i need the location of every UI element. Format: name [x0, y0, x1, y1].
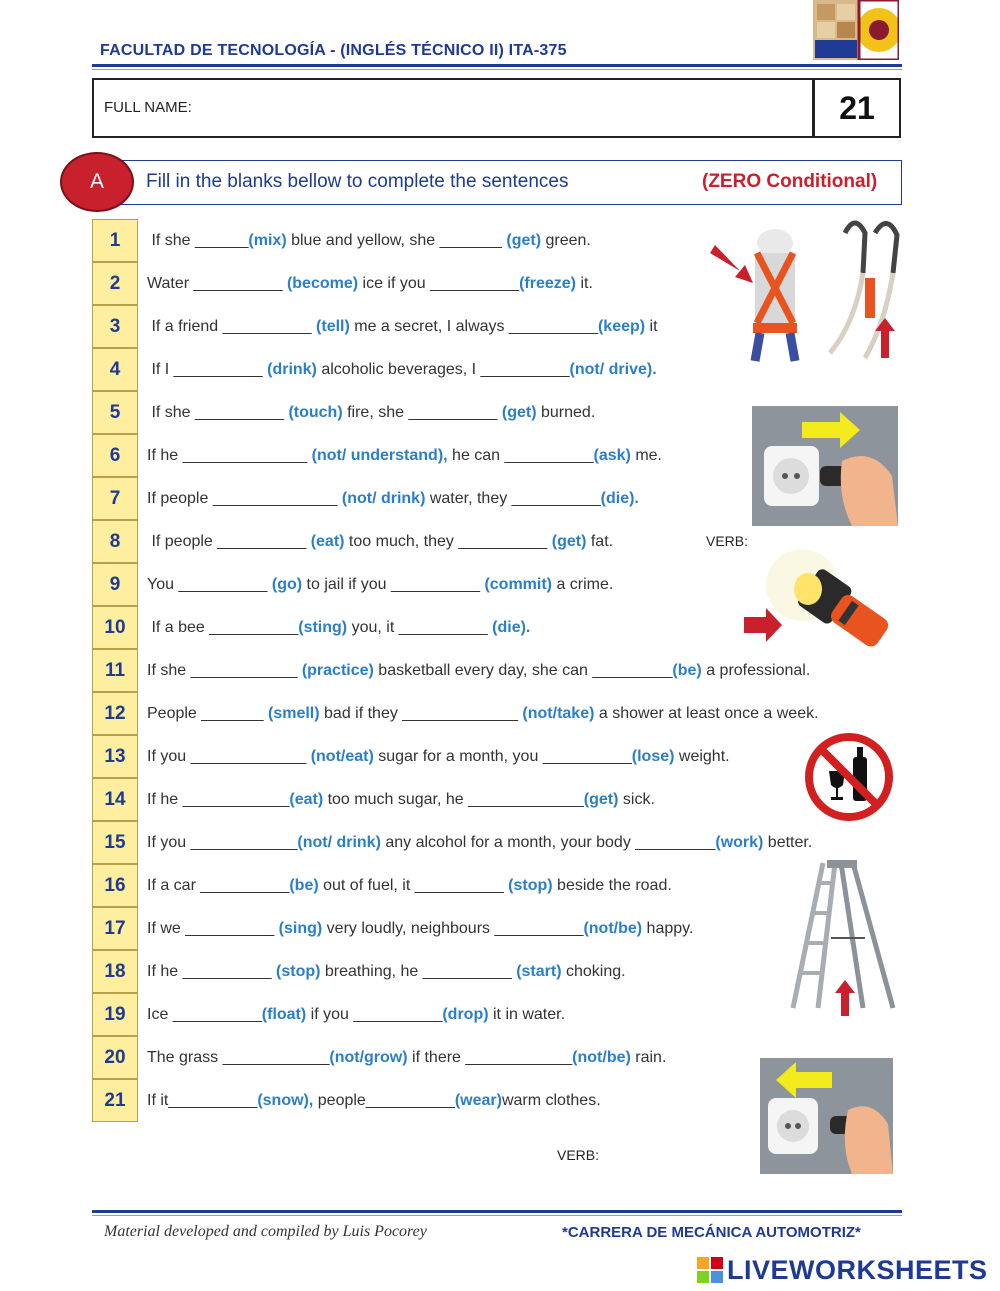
verb-hint: (die). [492, 618, 531, 636]
liveworksheets-logo[interactable] [697, 1255, 995, 1285]
sentence-text: ice if you __________ [358, 274, 520, 292]
sentence-text: breathing, he __________ [320, 962, 517, 980]
sentence-text: bad if they _____________ [319, 704, 523, 722]
header-divider [92, 64, 902, 67]
sentence-text: If we __________ [147, 919, 279, 937]
exercise-number: 9 [92, 563, 138, 606]
exercise-sentence[interactable] [147, 864, 819, 907]
exercise-sentence[interactable] [147, 391, 819, 434]
verb-hint: (be) [672, 661, 702, 679]
verb-hint: (get) [551, 532, 587, 550]
plug-in-image [752, 406, 898, 526]
sentence-text: Ice __________ [147, 1005, 262, 1023]
sentence-text: it in water. [488, 1005, 566, 1023]
sentence-text: green. [541, 231, 591, 249]
verb-hint: (touch) [288, 403, 343, 421]
verb-hint: (sting) [298, 618, 348, 636]
exercise-sentence[interactable] [147, 735, 819, 778]
sentence-text: you, it __________ [347, 618, 493, 636]
exercise-number: 1 [92, 219, 138, 262]
verb-hint: (work) [715, 833, 764, 851]
sentence-text: If a bee __________ [147, 618, 299, 636]
exercise-number: 2 [92, 262, 138, 305]
sentence-text: You __________ [147, 575, 272, 593]
liveworksheets-wordmark: LIVEWORKSHEETS [727, 1254, 988, 1285]
verb-hint: (not/ drive). [569, 360, 657, 378]
verb-hint: (not/be) [583, 919, 643, 937]
verb-hint: (not/ understand), [311, 446, 448, 464]
sentence-text: a professional. [701, 661, 811, 679]
sentence-text: warm clothes. [501, 1091, 601, 1109]
sentence-text: it [645, 317, 658, 335]
sentence-text: If she ____________ [147, 661, 302, 679]
sentence-text: If she __________ [147, 403, 289, 421]
sentence-text: If he ______________ [147, 446, 312, 464]
sentence-text: out of fuel, it __________ [318, 876, 509, 894]
exercise-number: 4 [92, 348, 138, 391]
exercise-sentence[interactable] [147, 434, 819, 477]
document-title: FACULTAD DE TECNOLOGÍA - (INGLÉS TÉCNICO II) ITA-375 [100, 42, 567, 59]
verb-hint: (start) [516, 962, 562, 980]
verb-label: VERB: [706, 533, 749, 549]
exercise-number: 20 [92, 1036, 138, 1079]
sentence-text: any alcohol for a month, your body _________ [380, 833, 716, 851]
verb-hint: (keep) [597, 317, 646, 335]
exercise-number: 8 [92, 520, 138, 563]
verb-label: VERB: [557, 1147, 600, 1163]
exercise-sentence[interactable] [147, 563, 819, 606]
verb-hint: (stop) [508, 876, 553, 894]
verb-hint: (commit) [484, 575, 552, 593]
liveworksheets-icon [697, 1257, 723, 1283]
sentence-text: If people __________ [147, 532, 311, 550]
sentence-text: sick. [618, 790, 655, 808]
verb-hint: (drink) [267, 360, 317, 378]
sentence-text: very loudly, neighbours __________ [322, 919, 584, 937]
verb-hint: (become) [286, 274, 359, 292]
footer-program: *CARRERA DE MECÁNICA AUTOMOTRIZ* [562, 1224, 861, 1241]
verb-hint: (go) [271, 575, 303, 593]
sentence-text: blue and yellow, she _______ [286, 231, 507, 249]
verb-hint: (drop) [442, 1005, 489, 1023]
sentence-text: if there ____________ [407, 1048, 573, 1066]
sentence-text: weight. [674, 747, 730, 765]
sentence-text: burned. [536, 403, 596, 421]
exercise-number: 5 [92, 391, 138, 434]
sentence-text: If I __________ [147, 360, 268, 378]
sentence-text: If she ______ [147, 231, 249, 249]
exercise-sentence[interactable] [147, 778, 819, 821]
verb-hint: (wear) [454, 1091, 502, 1109]
exercise-sentence[interactable] [147, 1036, 819, 1079]
verb-hint: (smell) [268, 704, 320, 722]
exercise-number: 6 [92, 434, 138, 477]
sentence-text: alcoholic beverages, I __________ [316, 360, 570, 378]
number-column [92, 219, 138, 1122]
footer-credit: Material developed and compiled by Luis Pocorey [104, 1223, 427, 1240]
instruction-topic: (ZERO Conditional) [702, 171, 878, 192]
exercise-number: 11 [92, 649, 138, 692]
sentence-text: basketball every day, she can _________ [373, 661, 673, 679]
verb-hint: (not/take) [522, 704, 595, 722]
footer-divider [92, 1210, 902, 1213]
sentence-text: If people ______________ [147, 489, 342, 507]
exercise-number: 3 [92, 305, 138, 348]
sentence-text: water, they __________ [425, 489, 601, 507]
verb-hint: (get) [583, 790, 619, 808]
verb-hint: (lose) [631, 747, 675, 765]
flashlight-image [742, 545, 902, 660]
sentence-text: fire, she __________ [342, 403, 502, 421]
section-badge: A [60, 152, 134, 212]
exercise-number: 12 [92, 692, 138, 735]
sentence-text: happy. [642, 919, 694, 937]
sentence-text: rain. [630, 1048, 667, 1066]
exercise-sentence[interactable] [147, 692, 819, 735]
ladder-image [783, 858, 903, 1018]
verb-hint: (mix) [248, 231, 287, 249]
sentence-text: me a secret, I always __________ [349, 317, 598, 335]
sentence-text: If you ____________ [147, 833, 298, 851]
sentence-text: to jail if you __________ [302, 575, 485, 593]
sentence-text: beside the road. [552, 876, 672, 894]
exercise-number: 7 [92, 477, 138, 520]
header-divider-thin [92, 69, 902, 70]
sentence-text: If it__________ [147, 1091, 258, 1109]
exercise-number: 21 [92, 1079, 138, 1122]
full-name-box[interactable] [92, 78, 814, 138]
score-box: 21 [813, 78, 901, 138]
footer-divider-thin [92, 1215, 902, 1216]
exercise-number: 19 [92, 993, 138, 1036]
university-logo [813, 0, 899, 60]
exercise-number: 16 [92, 864, 138, 907]
verb-hint: (not/ drink) [297, 833, 381, 851]
exercise-sentence[interactable] [147, 993, 819, 1036]
verb-hint: (get) [506, 231, 542, 249]
sentence-text: me. [630, 446, 662, 464]
verb-hint: (not/be) [572, 1048, 631, 1066]
safety-harness-image [705, 213, 905, 368]
sentence-text: he can __________ [447, 446, 594, 464]
verb-hint: (freeze) [519, 274, 576, 292]
plug-out-image [760, 1058, 893, 1174]
exercise-sentence[interactable] [147, 950, 819, 993]
exercise-sentence[interactable] [147, 907, 819, 950]
sentence-text: a crime. [552, 575, 614, 593]
sentence-text: fat. [586, 532, 614, 550]
sentence-text: better. [763, 833, 813, 851]
exercise-number: 17 [92, 907, 138, 950]
sentence-text: too much, they __________ [344, 532, 552, 550]
verb-hint: (tell) [316, 317, 350, 335]
sentence-text: sugar for a month, you __________ [373, 747, 632, 765]
sentence-text: choking. [561, 962, 626, 980]
sentence-text: it. [576, 274, 593, 292]
verb-hint: (not/grow) [329, 1048, 408, 1066]
exercise-sentence[interactable] [147, 606, 819, 649]
verb-hint: (sing) [278, 919, 323, 937]
sentence-text: a shower at least once a week. [594, 704, 819, 722]
exercise-sentence[interactable] [147, 649, 819, 692]
sentence-text: too much sugar, he _____________ [323, 790, 584, 808]
exercise-sentence[interactable] [147, 477, 819, 520]
exercise-sentence[interactable] [147, 1079, 819, 1122]
sentence-text: If he ____________ [147, 790, 290, 808]
verb-hint: (snow), [257, 1091, 314, 1109]
sentence-text: Water __________ [147, 274, 287, 292]
verb-hint: (eat) [289, 790, 324, 808]
sentence-text: If he __________ [147, 962, 277, 980]
verb-hint: (eat) [310, 532, 345, 550]
verb-hint: (practice) [301, 661, 374, 679]
sentence-text: If a car __________ [147, 876, 290, 894]
verb-hint: (stop) [276, 962, 321, 980]
verb-hint: (get) [501, 403, 537, 421]
sentence-text: people__________ [313, 1091, 455, 1109]
instruction-text: Fill in the blanks bellow to complete the sentences [146, 171, 569, 192]
verb-hint: (not/ drink) [341, 489, 426, 507]
sentence-text: People _______ [147, 704, 268, 722]
exercise-number: 10 [92, 606, 138, 649]
sentence-text: If a friend __________ [147, 317, 317, 335]
sentence-text: The grass ____________ [147, 1048, 330, 1066]
verb-hint: (not/eat) [310, 747, 374, 765]
no-alcohol-sign [803, 731, 895, 823]
verb-hint: (die). [600, 489, 639, 507]
exercise-number: 14 [92, 778, 138, 821]
exercise-number: 15 [92, 821, 138, 864]
sentence-text: If you _____________ [147, 747, 311, 765]
exercise-number: 13 [92, 735, 138, 778]
sentence-text: if you __________ [306, 1005, 443, 1023]
verb-hint: (be) [289, 876, 319, 894]
full-name-label: FULL NAME: [104, 99, 192, 116]
exercise-number: 18 [92, 950, 138, 993]
verb-hint: (float) [261, 1005, 307, 1023]
exercise-sentence[interactable] [147, 821, 819, 864]
verb-hint: (ask) [593, 446, 631, 464]
